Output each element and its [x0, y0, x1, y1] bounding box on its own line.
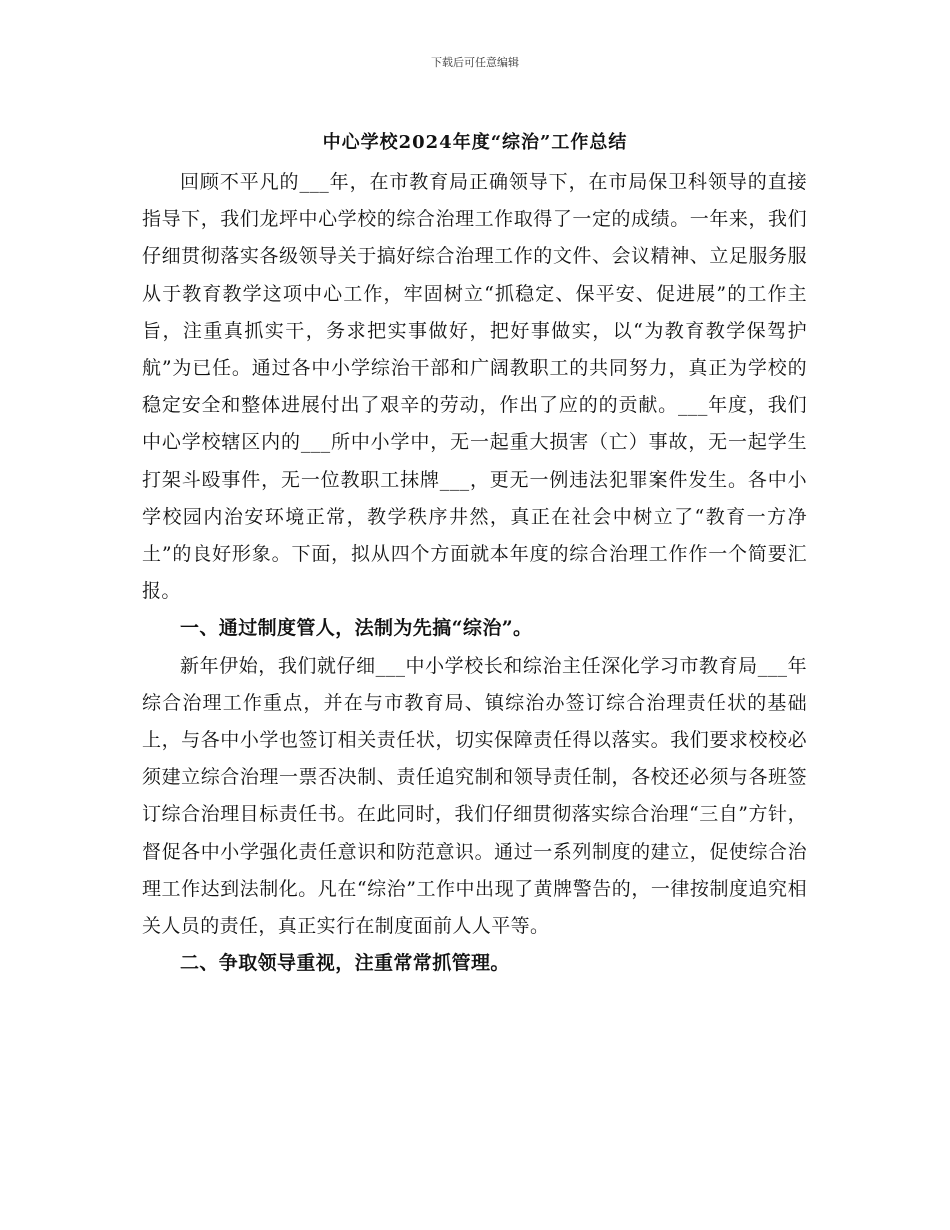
section-heading: 二、争取领导重视，注重常常抓管理。 — [180, 952, 510, 975]
body-paragraph: 新年伊始，我们就仔细___中小学校长和综治主任深化学习市教育局___年综合治理工作重点，并在与市教育局、镇综治办签订综合治理责任状的基础上，与各中小学也签订相关责任状，切实保障责任得以落实。我们要求校校必须建立综合治理一票否决制、责任追究制和领导责任制，各校还必须与各班签订综合治理目标责任书。在此同时，我们仔细贯彻落实综合治理“三自”方针，督促各中小学强化责任意识和防范意识。通过一系列制度的建立，促使综合治理工作达到法制化。凡在“综治”工作中出现了黄牌警告的，一律按制度追究相关人员的责任，真正实行在制度面前人人平等。 — [142, 654, 807, 938]
header-note: 下载后可任意编辑 — [431, 56, 519, 69]
document-body — [142, 164, 807, 982]
document-title: 中心学校2024年度“综治”工作总结 — [322, 132, 628, 153]
body-paragraph: 回顾不平凡的___年，在市教育局正确领导下，在市局保卫科领导的直接指导下，我们龙坪中心学校的综合治理工作取得了一定的成绩。一年来，我们仔细贯彻落实各级领导关于搞好综合治理工作的文件、会议精神、立足服务服从于教育教学这项中心工作，牢固树立“抓稳定、保平安、促进展”的工作主旨，注重真抓实干，务求把实事做好，把好事做实，以“为教育教学保驾护航”为已任。通过各中小学综治干部和广阔教职工的共同努力，真正为学校的稳定安全和整体进展付出了艰辛的劳动，作出了应的的贡献。___年度，我们中心学校辖区内的___所中小学中，无一起重大损害（亡）事故，无一起学生打架斗殴事件，无一位教职工抹牌___，更无一例违法犯罪案件发生。各中小学校园内治安环境正常，教学秩序井然，真正在社会中树立了“教育一方净土”的良好形象。下面，拟从四个方面就本年度的综合治理工作作一个简要汇报。 — [142, 171, 807, 603]
section-heading: 一、通过制度管人，法制为先搞“综治”。 — [180, 617, 533, 640]
